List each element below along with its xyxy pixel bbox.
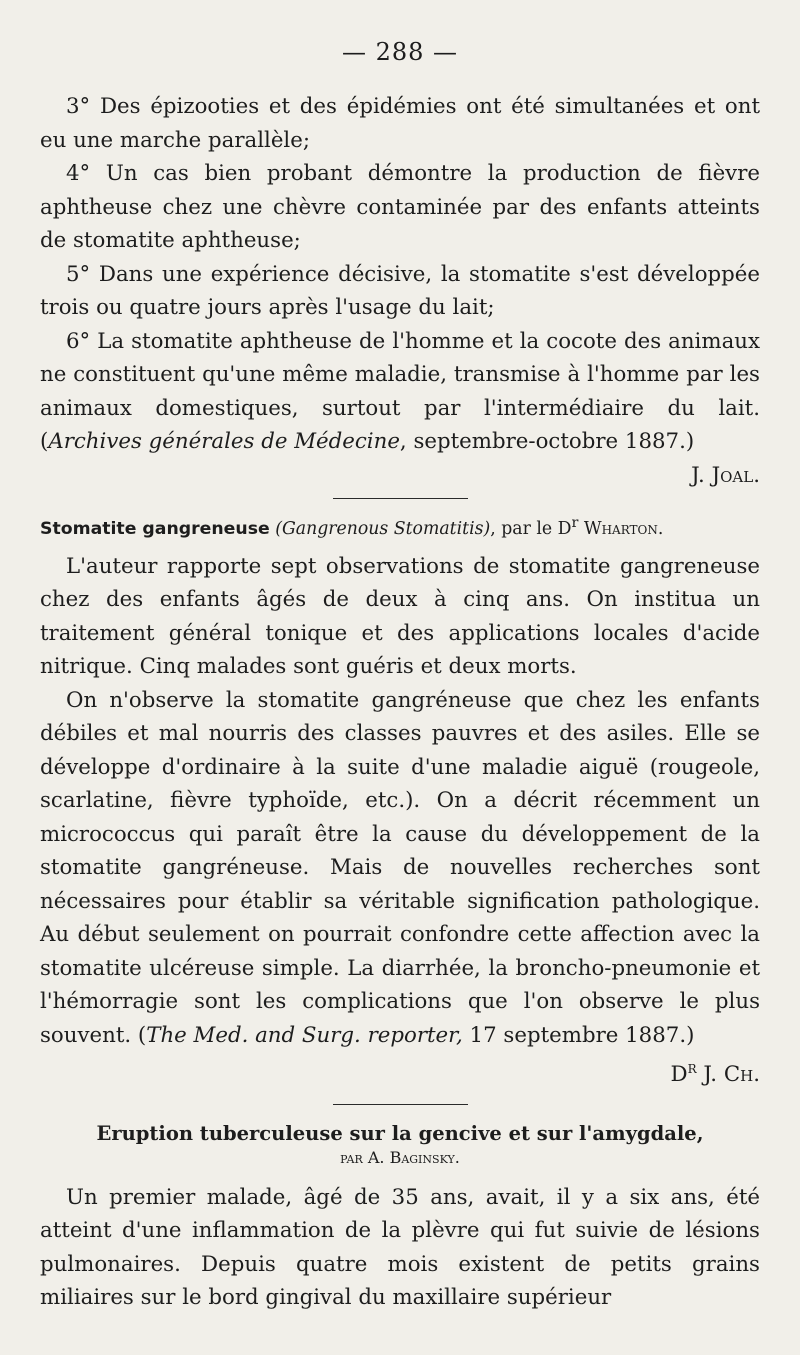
author-signature: J. Joal. — [691, 462, 760, 488]
article-source-date: 17 septembre 1887.) — [462, 1022, 695, 1048]
article-2-byline: par A. Baginsky. — [340, 1147, 460, 1167]
conclusion-4: 4° Un cas bien probant démontre la production de fièvre aphtheuse chez une chèvre contaminée par des enfants atteints de stomatite aphtheuse; — [40, 161, 760, 253]
byline-prefix: , par le D — [490, 518, 572, 539]
page-number: — 288 — — [341, 38, 459, 66]
conclusion-6 — [40, 325, 760, 488]
section-divider-2 — [333, 1104, 468, 1105]
article-subtitle: (Gangrenous Stomatitis) — [275, 518, 491, 539]
article-signature: $D^r$ J. Ch. — [670, 1058, 760, 1088]
conclusion-5: 5° Dans une expérience décisive, la stomatite s'est développée trois ou quatre jours après l'usage du lait; — [40, 261, 760, 320]
source-citation: Archives générales de Médecine — [48, 429, 400, 454]
conclusion-6-text: 6° La stomatite aphtheuse de l'homme et la cocote des animaux ne constituent qu'une même maladie, transmise à l'homme par les animaux domestiques, surtout par l'intermédiaire du lait. ( — [40, 328, 760, 454]
conclusion-3: 3° Des épizooties et des épidémies ont été simultanées et ont eu une marche parallèle; — [40, 94, 760, 153]
byline-sup: r — [571, 515, 579, 531]
article-2-title: Eruption tuberculeuse sur la gencive et sur l'amygdale, — [96, 1121, 704, 1145]
article-paragraph-1: L'auteur rapporte sept observations de stomatite gangreneuse chez des enfants âgés de deux à cinq ans. On institua un traitement général tonique et des applications locales d'acide nitrique. Cinq malades sont guéris et deux morts. — [40, 553, 760, 680]
article-heading — [40, 511, 760, 541]
byline-author: Wharton. — [578, 518, 664, 539]
article-2-paragraph-1: Un premier malade, âgé de 35 ans, avait, il y a six ans, été atteint d'une inflammation de la plèvre qui fut suivie de lésions pulmonaires. Depuis quatre mois existent de petits grains miliaires sur le bord gingival du maxillaire supérieur — [40, 1184, 760, 1311]
article-paragraph-2 — [40, 684, 760, 1088]
article-source: The Med. and Surg. reporter, — [146, 1022, 463, 1048]
conclusion-6-end: , septembre-octobre 1887.) — [399, 429, 695, 454]
article-title: Stomatite gangreneuse — [40, 518, 270, 539]
article-paragraph-2-text: On n'observe la stomatite gangréneuse que chez les enfants débiles et mal nourris des classes pauvres et des asiles. Elle se développe d'ordinaire à la suite d'une maladie aiguë (rougeole, scarlatine, fièvre typhoïde, etc.). On a décrit récemment un micrococcus qui paraît être la cause du développement de la stomatite gangréneuse. Mais de nouvelles recherches sont nécessaires pour établir sa véritable signification pathologique. Au début seulement on pourrait confondre cette affection avec la stomatite ulcéreuse simple. La diarrhée, la broncho-pneumonie et l'hémorragie sont les complications que l'on observe le plus souvent. ( — [40, 687, 760, 1048]
section-divider — [333, 498, 468, 499]
